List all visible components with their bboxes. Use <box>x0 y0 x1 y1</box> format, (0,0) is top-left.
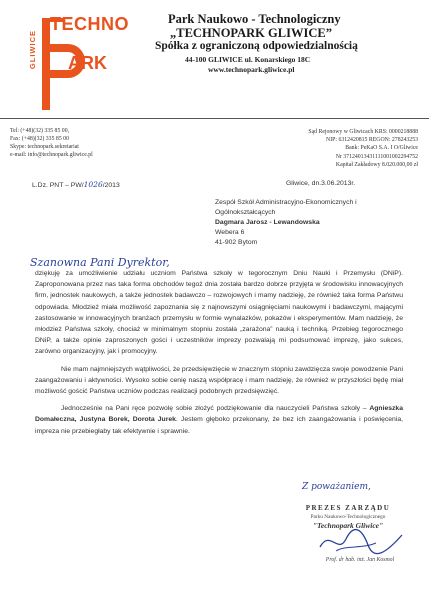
contact-tel: Tel: (+48)(32) 335 85 00, <box>10 128 70 134</box>
stamp-name: "Technopark Gliwice" <box>312 521 384 530</box>
addressee-block <box>215 198 420 248</box>
header-address: 44-100 GLIWICE ul. Konarskiego 18C <box>185 55 311 64</box>
contact-skype: Skype: technopark.sekretariat <box>10 144 79 150</box>
registration-bank: Bank: PeKaO S.A. I O/Gliwice <box>345 145 418 152</box>
registration-nip: NIP: 6312420815 REGON: 278243253 <box>326 137 418 144</box>
addressee-city: 41-902 Bytom <box>215 239 258 246</box>
header-divider <box>0 118 429 119</box>
body-paragraph-1: dziękuję za umożliwienie udziału uczniom Państwa szkoły w tegorocznym Dniu Nauki i Przemysłu (DNiP). Zaproponowana przez nas taka forma obchodów tegoż dnia została bardzo dobrze przyjęta w środowisku innowacyjnych firm, jednostek naukowych, a także jednostek badawczo – rozwojowych i mamy nadzieję, że również taka forma Państwu odpowiada. Młodzież miała możliwość zapoznania się z najnowszymi osiągnięciami naukowymi i badawczymi, mającymi zastosowanie w innowacyjnych branżach przemysłu w formie wynalazków, pokazów i eksperymentów. Mam nadzieję, że młodzież Państwa szkoły, chociaż w minimalnym stopniu została „zarażona” nauką i techniką. Przebieg tegorocznego DNiP, a także opinie zaproszonych gości i uczestników imprezy pozwalają mi podsumować imprezę, jako sukces, zarówno organizacyjny, jak i promocyjny. <box>35 270 403 356</box>
logo-vertical-gliwice: GLIWICE <box>28 30 37 70</box>
addressee-school: Zespół Szkół Administracyjno-Ekonomicznych i <box>215 199 357 206</box>
body-paragraph-2: Nie mam najmniejszych wątpliwości, że przedsięwzięcie w znacznym stopniu zawdzięcza swoje powodzenie Pani zaangażowaniu i aktywności. Wysoko sobie cenię naszą współpracę i mam nadzieję, że również w przyszłości będę miał możliwość gościć Państwa uczniów podczas realizacji podobnych przedsięwzięć. <box>35 365 403 396</box>
letter-date: Gliwice, dn.3.06.2013r. <box>286 180 356 187</box>
body-p3-start: Jednocześnie na Pani ręce pozwolę sobie złożyć podziękowanie dla nauczycieli Państwa szkoły – <box>61 405 370 413</box>
registration-capital: Kapitał Zakładowy 8.020.000,00 zł <box>335 161 418 168</box>
letter-body <box>35 268 403 443</box>
reference-handwritten: 1026 <box>83 180 103 189</box>
body-p3-end: . Jestem głęboko przekonany, że bez ich zaangażowania i poświęcenia, impreza nie przebiegłaby tak efektywnie i sprawnie. <box>35 416 403 435</box>
body-paragraph-3 <box>35 403 403 437</box>
closing-handwritten: Z poważaniem, <box>302 482 371 492</box>
registration-block <box>230 128 418 169</box>
logo-word-techno: TECHNO <box>50 14 129 34</box>
header-website: www.technopark.gliwice.pl <box>208 65 295 74</box>
stamp-title: PREZES ZARZĄDU <box>305 504 391 512</box>
reference-number <box>32 180 120 189</box>
body-teacher-names: Agnieszka Domałeczna, Justyna Borek, Dorota Jurek <box>35 405 403 424</box>
contact-block <box>10 127 93 159</box>
salutation-handwritten: Szanowna Pani Dyrektor, <box>30 256 170 269</box>
contact-email: e-mail: info@technopark.gliwice.pl <box>10 152 93 158</box>
signatory-name: Prof. dr hab. inż. Jan Kosmol <box>325 557 395 563</box>
reference-suffix: /2013 <box>102 182 120 189</box>
addressee-street: Webera 6 <box>215 229 245 236</box>
logo-word-ark: ARK <box>68 53 107 73</box>
addressee-school-cont: Ogólnokształcących <box>215 209 276 216</box>
signature-scribble <box>316 525 406 557</box>
registration-court: Sąd Rejonowy w Gliwicach KRS: 0000218888 <box>308 129 418 135</box>
registration-account: Nr 37124013431111001002294752 <box>335 153 418 160</box>
header-company-name: „TECHNOPARK GLIWICE” <box>170 26 332 40</box>
header-title: Park Naukowo - Technologiczny <box>168 12 341 26</box>
stamp-organization: Parku Naukowo-Technologicznego <box>310 514 386 520</box>
addressee-name: Dagmara Jarosz - Lewandowska <box>215 219 320 226</box>
reference-prefix: L.Dz. PNT – PW/ <box>32 182 84 189</box>
header-legal-form: Spółka z ograniczoną odpowiedzialnością <box>155 40 358 52</box>
contact-fax: Fax: (+48)(32) 335 85 00 <box>10 136 69 142</box>
